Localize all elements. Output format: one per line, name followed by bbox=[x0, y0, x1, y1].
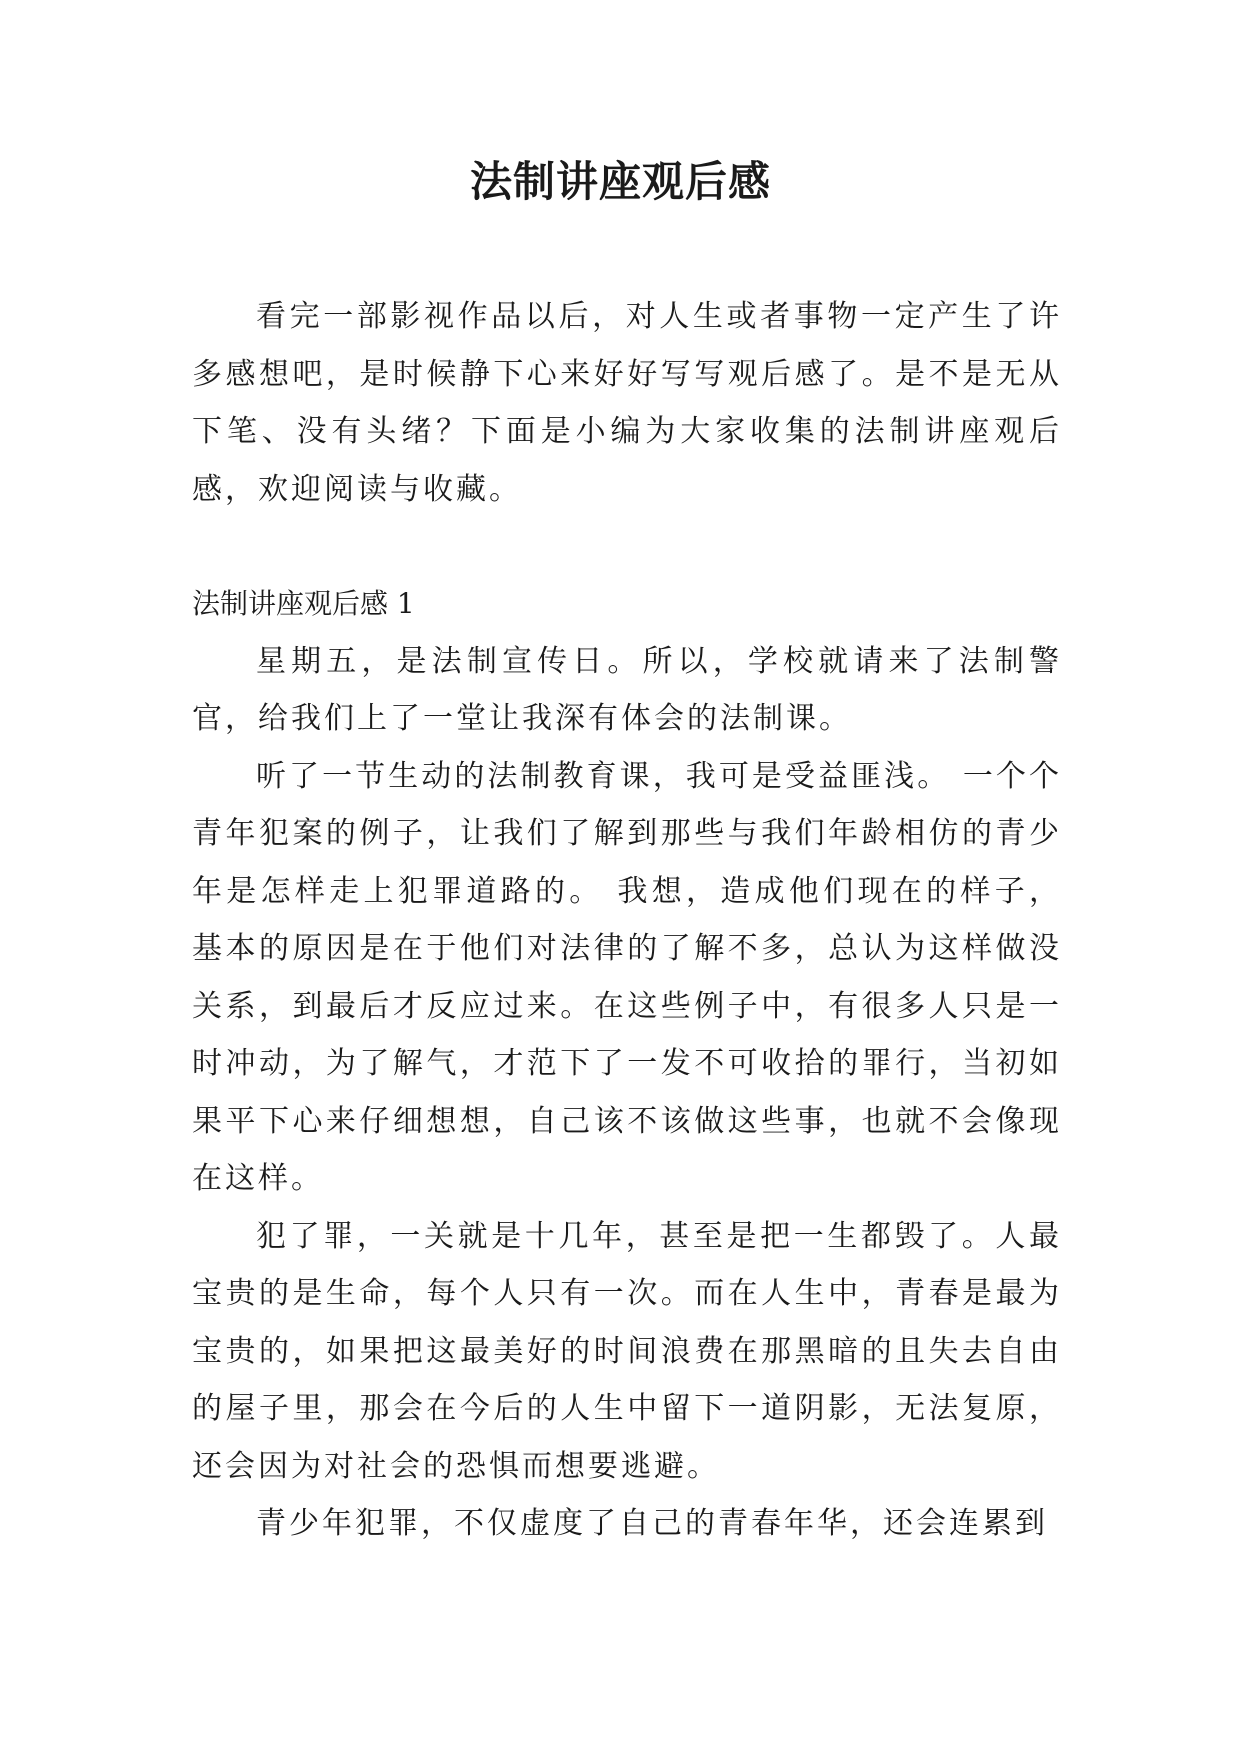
body-paragraph: 听了一节生动的法制教育课，我可是受益匪浅。 一个个青年犯案的例子，让我们了解到那些与我们年龄相仿的青少年是怎样走上犯罪道路的。 我想，造成他们现在的样子，基本的原因是在于他们对法律的了解不多，总认为这样做没关系，到最后才反应过来。在这些例子中，有很多人只是一时冲动，为了解气，才范下了一发不可收拾的罪行，当初如果平下心来仔细想想，自己该不该做这些事，也就不会像现在这样。 bbox=[192, 758, 1062, 1196]
body-paragraph: 犯了罪，一关就是十几年，甚至是把一生都毁了。人最宝贵的是生命，每个人只有一次。而在人生中，青春是最为宝贵的，如果把这最美好的时间浪费在那黑暗的且失去自由的屋子里，那会在今后的人生中留下一道阴影，无法复原，还会因为对社会的恐惧而想要逃避。 bbox=[192, 1218, 1062, 1484]
document-title: 法制讲座观后感 bbox=[469, 157, 771, 206]
body-paragraph: 青少年犯罪，不仅虚度了自己的青春年华，还会连累到 bbox=[256, 1506, 1048, 1541]
intro-paragraph: 看完一部影视作品以后，对人生或者事物一定产生了许多感想吧，是时候静下心来好好写写观后感了。是不是无从下笔、没有头绪？下面是小编为大家收集的法制讲座观后感，欢迎阅读与收藏。 bbox=[192, 299, 1062, 507]
section-heading: 法制讲座观后感 1 bbox=[192, 587, 415, 620]
body-paragraph: 星期五，是法制宣传日。所以，学校就请来了法制警官，给我们上了一堂让我深有体会的法制课。 bbox=[192, 643, 1062, 736]
document-body bbox=[192, 288, 1062, 1553]
